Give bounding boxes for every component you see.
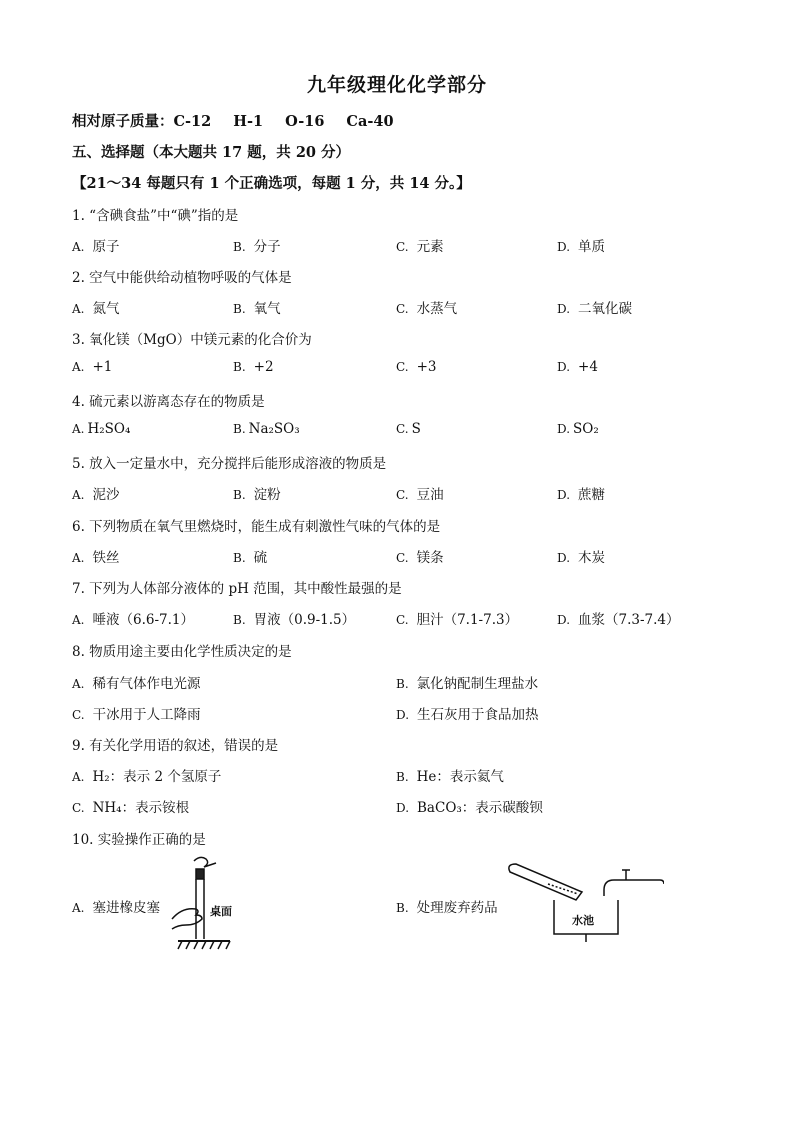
question-stem: 7. 下列为人体部分液体的 pH 范围，其中酸性最强的是 [72,581,402,597]
option-b: B. 硫 [233,550,268,566]
option-c: C. 豆油 [396,487,444,503]
option-a: A. 氮气 [72,301,120,317]
option-b: B. He：表示氦气 [396,769,504,785]
question-stem: 5. 放入一定量水中，充分搅拌后能形成溶液的物质是 [72,456,387,472]
figure-dispose-waste [504,858,664,942]
figure-label-table: 桌面 [210,905,232,918]
option-c: C. 镁条 [396,550,444,566]
question-stem: 8. 物质用途主要由化学性质决定的是 [72,644,292,660]
option-c: C. 干冰用于人工降雨 [72,707,201,723]
option-c: C. 胆汁（7.1-7.3） [396,612,519,628]
question-stem: 9. 有关化学用语的叙述，错误的是 [72,738,279,754]
figure-label-sink: 水池 [572,914,594,927]
atomic-mass-item: H-1 [233,113,264,130]
option-d: D. 蔗糖 [557,487,606,503]
option-b: B. +2 [233,359,274,375]
page-title: 九年级理化化学部分 [306,74,487,96]
option-a: A. 塞进橡皮塞 [72,900,160,916]
option-d: D. 生石灰用于食品加热 [396,707,539,723]
option-b: B. Na₂SO₃ [233,421,300,437]
option-a: A. 原子 [72,239,120,255]
atomic-mass-item: C-12 [173,113,212,130]
option-c: C. S [396,421,421,437]
option-a: A. +1 [72,359,113,375]
question-stem: 3. 氧化镁（MgO）中镁元素的化合价为 [72,332,312,348]
option-a: A. 稀有气体作电光源 [72,676,201,692]
question-stem: 10. 实验操作正确的是 [72,832,206,848]
atomic-mass-line [72,110,394,131]
question-stem: 6. 下列物质在氧气里燃烧时，能生成有刺激性气味的气体的是 [72,519,441,535]
atomic-mass-item: Ca-40 [346,113,394,130]
option-a: A. 泥沙 [72,487,120,503]
option-d: D. 血浆（7.3-7.4） [557,612,680,628]
option-a: A. 铁丝 [72,550,120,566]
atomic-mass-label: 相对原子质量： [72,113,174,130]
option-c: C. 元素 [396,239,444,255]
option-c: C. +3 [396,359,437,375]
option-b: B. 分子 [233,239,281,255]
option-d: D. SO₂ [557,421,599,437]
option-d: D. 木炭 [557,550,606,566]
option-b: B. 处理废弃药品 [396,900,498,916]
option-a: A. H₂SO₄ [72,421,131,437]
section-subheading: 【21～34 每题只有 1 个正确选项，每题 1 分，共 14 分。】 [72,175,471,192]
option-b: B. 胃液（0.9-1.5） [233,612,356,628]
option-d: D. BaCO₃：表示碳酸钡 [396,800,543,816]
option-c: C. 水蒸气 [396,301,458,317]
option-b: B. 淀粉 [233,487,281,503]
option-b: B. 氧气 [233,301,281,317]
figure-insert-stopper [164,855,244,955]
option-d: D. +4 [557,359,598,375]
option-d: D. 单质 [557,239,606,255]
option-a: A. 唾液（6.6-7.1） [72,612,194,628]
atomic-mass-item: O-16 [285,113,325,130]
question-stem: 4. 硫元素以游离态存在的物质是 [72,394,265,410]
question-stem: 1. “含碘食盐”中“碘”指的是 [72,208,239,224]
option-b: B. 氯化钠配制生理盐水 [396,676,539,692]
option-d: D. 二氧化碳 [557,301,633,317]
question-stem: 2. 空气中能供给动植物呼吸的气体是 [72,270,292,286]
section-heading: 五、选择题（本大题共 17 题，共 20 分） [72,144,351,161]
option-c: C. NH₄：表示铵根 [72,800,190,816]
option-a: A. H₂：表示 2 个氢原子 [72,769,222,785]
